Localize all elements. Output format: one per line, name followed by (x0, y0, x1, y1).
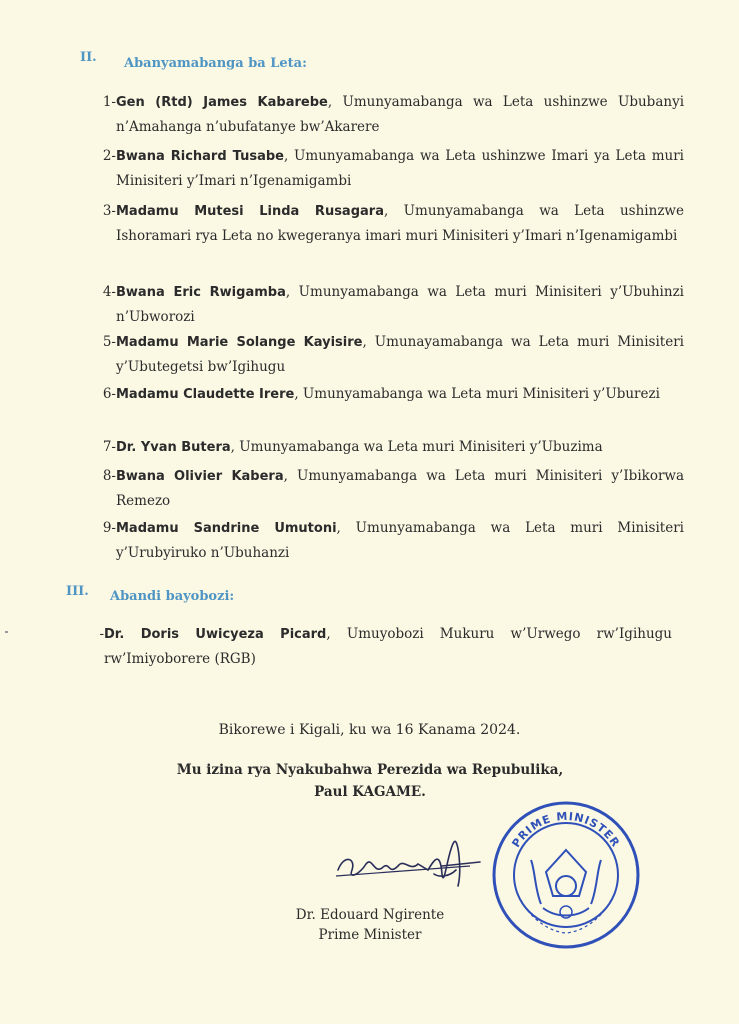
item-number: 2- (102, 148, 116, 164)
list-item (80, 622, 672, 671)
list-item (92, 90, 684, 139)
item-name: Bwana Eric Rwigamba (116, 285, 286, 300)
section-3-title: Abandi bayobozi: (110, 589, 235, 604)
on-behalf-line: Mu izina rya Nyakubahwa Perezida wa Repubulika, (176, 762, 564, 778)
item-text: , Umunyamabanga wa Leta muri Minisiteri y’Ubuzima (230, 439, 603, 455)
place-date: Bikorewe i Kigali, ku wa 16 Kanama 2024. (218, 722, 521, 738)
list-item (92, 330, 684, 379)
president-name: Paul KAGAME. (314, 784, 426, 800)
item-text: , Umunyamabanga wa Leta muri Minisiteri y’Urubyiruko n’Ubuhanzi (116, 520, 684, 561)
item-name: Madamu Marie Solange Kayisire (116, 335, 363, 350)
item-text: , Umunyamabanga wa Leta ushinzwe Ububanyi n’Amahanga n’ubufatanye bw’Akarere (116, 94, 685, 135)
item-name: Dr. Yvan Butera (116, 440, 231, 455)
section-2-number: II. (80, 50, 97, 65)
item-number: 5- (102, 334, 116, 350)
item-number: 8- (102, 468, 116, 484)
signatory-title: Prime Minister (318, 927, 422, 943)
signatory-name: Dr. Edouard Ngirente (295, 907, 445, 923)
list-item (92, 464, 684, 513)
item-name: Madamu Sandrine Umutoni (116, 521, 337, 536)
item-name: Gen (Rtd) James Kabarebe (116, 95, 328, 110)
item-name: Dr. Doris Uwicyeza Picard (104, 627, 327, 642)
section-3-number: III. (66, 584, 89, 599)
item-number: 9- (102, 520, 116, 536)
list-item (92, 435, 684, 460)
item-number: 4- (102, 284, 116, 300)
item-name: Madamu Mutesi Linda Rusagara (116, 204, 384, 219)
item-text: , Umunyamabanga wa Leta muri Minisiteri y’Uburezi (294, 386, 660, 402)
margin-mark (5, 631, 8, 633)
item-text: , Umuyobozi Mukuru w’Urwego rw’Igihugu rw’Imiyoborere (RGB) (104, 626, 672, 667)
list-item (92, 382, 684, 407)
item-text: , Umunyamabanga wa Leta ushinzwe Imari ya Leta muri Minisiteri y’Imari n’Igenamigambi (116, 148, 684, 189)
list-item (92, 280, 684, 329)
item-number: 1- (102, 94, 116, 110)
item-number: 6- (102, 386, 116, 402)
item-name: Bwana Olivier Kabera (116, 469, 284, 484)
item-text: , Umunayamabanga wa Leta muri Minisiteri y’Ubutegetsi bw’Igihugu (116, 334, 684, 375)
item-text: , Umunyamabanga wa Leta muri Minisiteri y’Ubuhinzi n’Ubworozi (116, 284, 685, 325)
item-number: 3- (102, 203, 116, 219)
prime-minister-seal (491, 800, 641, 950)
item-name: Bwana Richard Tusabe (116, 149, 284, 164)
list-item (92, 199, 684, 248)
item-number: 7- (102, 439, 116, 455)
item-text: , Umunyamabanga wa Leta ushinzwe Ishoramari rya Leta no kwegeranya imari muri Minisiteri y’Imari n’Igenamigambi (116, 203, 684, 244)
seal-text: PRIME MINISTER (509, 809, 623, 850)
list-item (92, 144, 684, 193)
item-bullet: - (99, 626, 104, 642)
item-name: Madamu Claudette Irere (116, 387, 295, 402)
list-item (92, 516, 684, 565)
item-text: , Umunyamabanga wa Leta muri Minisiteri y’Ibikorwa Remezo (116, 468, 685, 509)
section-2-title: Abanyamabanga ba Leta: (124, 56, 307, 71)
signature (330, 830, 490, 900)
